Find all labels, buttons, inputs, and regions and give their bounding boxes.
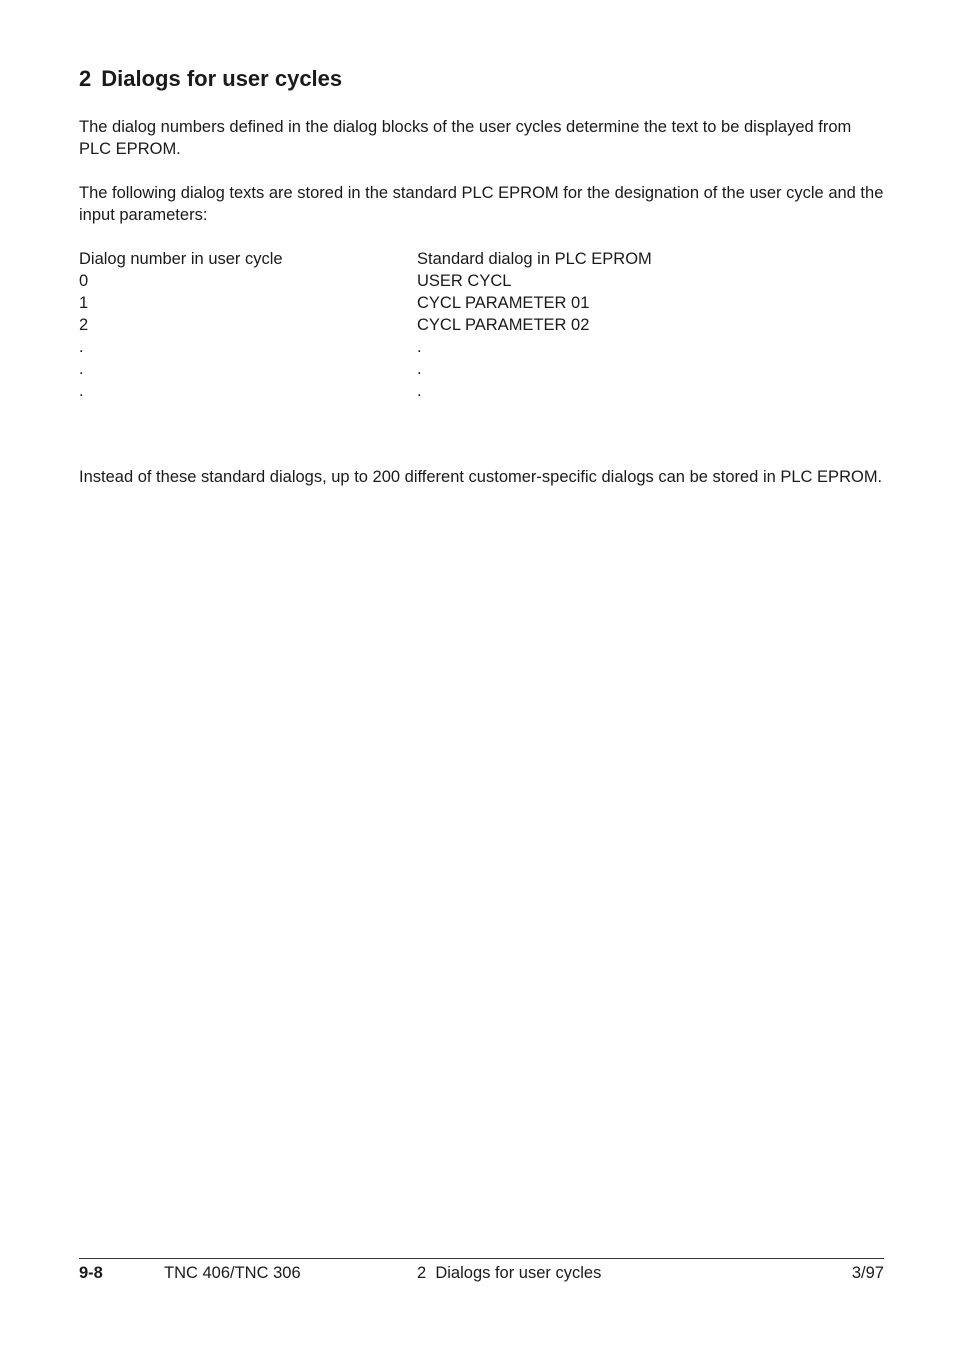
standard-dialogs-paragraph: The following dialog texts are stored in the standard PLC EPROM for the designation of the user cycle and the input parameters: — [79, 184, 884, 224]
dialog-number-cell: 2 — [79, 316, 89, 334]
section-number: 2 — [79, 66, 92, 91]
table-header-row — [79, 248, 884, 270]
intro-paragraph: The dialog numbers defined in the dialog blocks of the user cycles determine the text to be displayed from PLC EPROM. — [79, 118, 852, 158]
document-page — [79, 0, 884, 1346]
custom-dialogs-paragraph: Instead of these standard dialogs, up to 200 different customer-specific dialogs can be stored in PLC EPROM. — [79, 468, 883, 486]
standard-dialog-cell: . — [417, 360, 422, 378]
dialog-number-cell: 1 — [79, 294, 89, 312]
standard-dialog-cell: CYCL PARAMETER 02 — [417, 316, 590, 334]
standard-dialog-cell: CYCL PARAMETER 01 — [417, 294, 590, 312]
table-row — [79, 314, 884, 336]
dialog-number-cell: . — [79, 382, 84, 400]
dialog-number-cell: 0 — [79, 272, 89, 290]
standard-dialog-cell: . — [417, 338, 422, 356]
footer-divider — [79, 1258, 884, 1259]
table-row — [79, 380, 884, 402]
column-header-standard-dialog: Standard dialog in PLC EPROM — [417, 250, 652, 268]
footer-page-number: 9-8 — [79, 1264, 103, 1282]
standard-dialog-cell: USER CYCL — [417, 272, 512, 290]
section-heading — [79, 66, 342, 92]
table-row — [79, 270, 884, 292]
footer-model: TNC 406/TNC 306 — [164, 1264, 301, 1282]
footer-chapter: 2 Dialogs for user cycles — [417, 1264, 602, 1282]
dialog-number-cell: . — [79, 338, 84, 356]
column-header-dialog-number: Dialog number in user cycle — [79, 250, 283, 268]
standard-dialog-cell: . — [417, 382, 422, 400]
dialog-table — [79, 248, 884, 402]
section-title: Dialogs for user cycles — [101, 66, 343, 91]
footer-date: 3/97 — [851, 1264, 884, 1282]
table-row — [79, 336, 884, 358]
table-row — [79, 292, 884, 314]
dialog-number-cell: . — [79, 360, 84, 378]
table-row — [79, 358, 884, 380]
page-footer — [79, 1262, 884, 1284]
